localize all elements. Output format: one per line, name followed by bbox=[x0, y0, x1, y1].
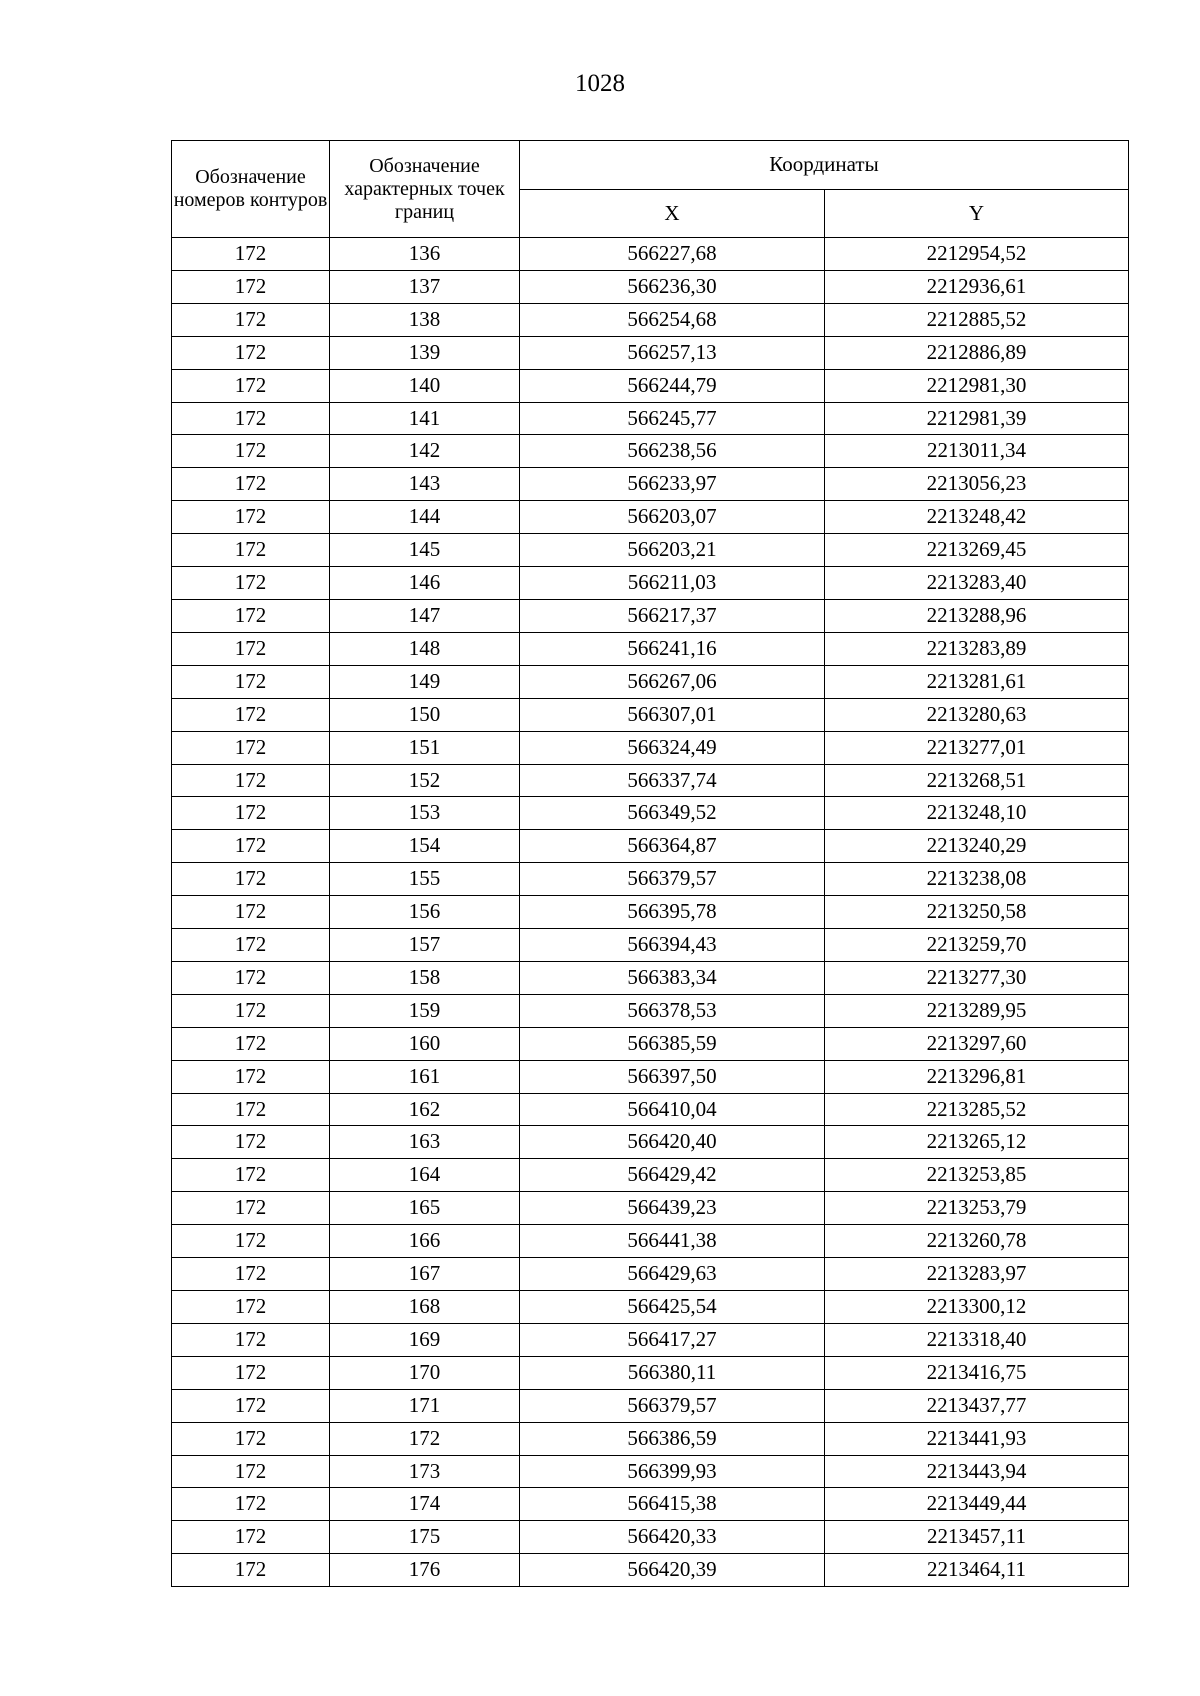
cell-contour: 172 bbox=[172, 1554, 330, 1587]
cell-x: 566429,63 bbox=[520, 1258, 825, 1291]
cell-x: 566379,57 bbox=[520, 1389, 825, 1422]
cell-x: 566337,74 bbox=[520, 764, 825, 797]
cell-contour: 172 bbox=[172, 961, 330, 994]
cell-x: 566307,01 bbox=[520, 698, 825, 731]
cell-contour: 172 bbox=[172, 1258, 330, 1291]
cell-y: 2213289,95 bbox=[825, 994, 1129, 1027]
table-row bbox=[172, 1455, 1129, 1488]
table-row bbox=[172, 534, 1129, 567]
cell-x: 566364,87 bbox=[520, 830, 825, 863]
table-row bbox=[172, 336, 1129, 369]
cell-point: 138 bbox=[330, 303, 520, 336]
cell-y: 2213277,01 bbox=[825, 731, 1129, 764]
cell-contour: 172 bbox=[172, 830, 330, 863]
cell-y: 2213250,58 bbox=[825, 896, 1129, 929]
cell-y: 2212886,89 bbox=[825, 336, 1129, 369]
cell-y: 2213437,77 bbox=[825, 1389, 1129, 1422]
cell-x: 566394,43 bbox=[520, 929, 825, 962]
table-row bbox=[172, 731, 1129, 764]
table-row bbox=[172, 567, 1129, 600]
cell-y: 2213240,29 bbox=[825, 830, 1129, 863]
cell-point: 163 bbox=[330, 1126, 520, 1159]
cell-y: 2213259,70 bbox=[825, 929, 1129, 962]
cell-x: 566203,21 bbox=[520, 534, 825, 567]
cell-point: 147 bbox=[330, 599, 520, 632]
page-number: 1028 bbox=[575, 70, 625, 97]
cell-x: 566441,38 bbox=[520, 1225, 825, 1258]
cell-point: 159 bbox=[330, 994, 520, 1027]
cell-contour: 172 bbox=[172, 632, 330, 665]
cell-y: 2213260,78 bbox=[825, 1225, 1129, 1258]
table-header bbox=[172, 141, 1129, 238]
cell-contour: 172 bbox=[172, 1027, 330, 1060]
cell-point: 164 bbox=[330, 1159, 520, 1192]
table-row bbox=[172, 435, 1129, 468]
cell-x: 566349,52 bbox=[520, 797, 825, 830]
cell-y: 2213288,96 bbox=[825, 599, 1129, 632]
cell-point: 162 bbox=[330, 1093, 520, 1126]
header-boundary-point: Обозначение характерных точек границ bbox=[330, 141, 520, 238]
cell-contour: 172 bbox=[172, 896, 330, 929]
cell-contour: 172 bbox=[172, 1126, 330, 1159]
cell-x: 566211,03 bbox=[520, 567, 825, 600]
cell-y: 2213464,11 bbox=[825, 1554, 1129, 1587]
cell-x: 566395,78 bbox=[520, 896, 825, 929]
table-row bbox=[172, 369, 1129, 402]
cell-y: 2213441,93 bbox=[825, 1422, 1129, 1455]
cell-contour: 172 bbox=[172, 665, 330, 698]
cell-y: 2213296,81 bbox=[825, 1060, 1129, 1093]
cell-x: 566429,42 bbox=[520, 1159, 825, 1192]
cell-y: 2213277,30 bbox=[825, 961, 1129, 994]
cell-point: 141 bbox=[330, 402, 520, 435]
table-row bbox=[172, 1291, 1129, 1324]
table-row bbox=[172, 1554, 1129, 1587]
cell-x: 566425,54 bbox=[520, 1291, 825, 1324]
cell-point: 140 bbox=[330, 369, 520, 402]
cell-x: 566236,30 bbox=[520, 270, 825, 303]
cell-contour: 172 bbox=[172, 1060, 330, 1093]
cell-x: 566415,38 bbox=[520, 1488, 825, 1521]
header-coordinates: Координаты bbox=[520, 141, 1129, 190]
cell-contour: 172 bbox=[172, 468, 330, 501]
cell-y: 2212936,61 bbox=[825, 270, 1129, 303]
cell-y: 2213285,52 bbox=[825, 1093, 1129, 1126]
header-contour-number: Обозначение номеров контуров bbox=[172, 141, 330, 238]
cell-contour: 172 bbox=[172, 1389, 330, 1422]
cell-contour: 172 bbox=[172, 1422, 330, 1455]
cell-y: 2213283,89 bbox=[825, 632, 1129, 665]
cell-contour: 172 bbox=[172, 238, 330, 271]
cell-point: 153 bbox=[330, 797, 520, 830]
cell-y: 2213449,44 bbox=[825, 1488, 1129, 1521]
cell-y: 2212885,52 bbox=[825, 303, 1129, 336]
cell-x: 566227,68 bbox=[520, 238, 825, 271]
cell-contour: 172 bbox=[172, 863, 330, 896]
cell-point: 166 bbox=[330, 1225, 520, 1258]
cell-x: 566386,59 bbox=[520, 1422, 825, 1455]
table-row bbox=[172, 1323, 1129, 1356]
table-row bbox=[172, 632, 1129, 665]
cell-point: 142 bbox=[330, 435, 520, 468]
cell-point: 149 bbox=[330, 665, 520, 698]
cell-y: 2213238,08 bbox=[825, 863, 1129, 896]
table-row bbox=[172, 863, 1129, 896]
table-row bbox=[172, 238, 1129, 271]
cell-contour: 172 bbox=[172, 1093, 330, 1126]
table-row bbox=[172, 1225, 1129, 1258]
cell-y: 2213297,60 bbox=[825, 1027, 1129, 1060]
cell-contour: 172 bbox=[172, 1356, 330, 1389]
table-row bbox=[172, 961, 1129, 994]
table-row bbox=[172, 1521, 1129, 1554]
cell-point: 136 bbox=[330, 238, 520, 271]
cell-y: 2212981,30 bbox=[825, 369, 1129, 402]
header-y: Y bbox=[825, 189, 1129, 238]
cell-contour: 172 bbox=[172, 270, 330, 303]
cell-y: 2213056,23 bbox=[825, 468, 1129, 501]
cell-x: 566245,77 bbox=[520, 402, 825, 435]
cell-contour: 172 bbox=[172, 1159, 330, 1192]
cell-contour: 172 bbox=[172, 1291, 330, 1324]
cell-contour: 172 bbox=[172, 1521, 330, 1554]
table-row bbox=[172, 1192, 1129, 1225]
cell-contour: 172 bbox=[172, 1455, 330, 1488]
table-row bbox=[172, 896, 1129, 929]
cell-point: 170 bbox=[330, 1356, 520, 1389]
cell-point: 165 bbox=[330, 1192, 520, 1225]
cell-point: 150 bbox=[330, 698, 520, 731]
table-row bbox=[172, 468, 1129, 501]
cell-contour: 172 bbox=[172, 1323, 330, 1356]
cell-y: 2213457,11 bbox=[825, 1521, 1129, 1554]
cell-y: 2213443,94 bbox=[825, 1455, 1129, 1488]
cell-x: 566257,13 bbox=[520, 336, 825, 369]
cell-x: 566385,59 bbox=[520, 1027, 825, 1060]
table-row bbox=[172, 764, 1129, 797]
cell-x: 566420,40 bbox=[520, 1126, 825, 1159]
cell-y: 2213268,51 bbox=[825, 764, 1129, 797]
cell-point: 137 bbox=[330, 270, 520, 303]
cell-y: 2213300,12 bbox=[825, 1291, 1129, 1324]
table-row bbox=[172, 994, 1129, 1027]
table-row bbox=[172, 1093, 1129, 1126]
cell-y: 2213248,42 bbox=[825, 501, 1129, 534]
table-body bbox=[172, 238, 1129, 1587]
cell-x: 566244,79 bbox=[520, 369, 825, 402]
cell-point: 176 bbox=[330, 1554, 520, 1587]
cell-x: 566383,34 bbox=[520, 961, 825, 994]
cell-x: 566417,27 bbox=[520, 1323, 825, 1356]
cell-x: 566254,68 bbox=[520, 303, 825, 336]
cell-point: 151 bbox=[330, 731, 520, 764]
cell-y: 2213265,12 bbox=[825, 1126, 1129, 1159]
cell-contour: 172 bbox=[172, 402, 330, 435]
cell-point: 174 bbox=[330, 1488, 520, 1521]
cell-y: 2213281,61 bbox=[825, 665, 1129, 698]
table-row bbox=[172, 1389, 1129, 1422]
cell-x: 566399,93 bbox=[520, 1455, 825, 1488]
cell-y: 2213283,97 bbox=[825, 1258, 1129, 1291]
cell-y: 2213318,40 bbox=[825, 1323, 1129, 1356]
cell-contour: 172 bbox=[172, 303, 330, 336]
cell-point: 143 bbox=[330, 468, 520, 501]
table-row bbox=[172, 303, 1129, 336]
cell-point: 156 bbox=[330, 896, 520, 929]
cell-point: 144 bbox=[330, 501, 520, 534]
cell-point: 157 bbox=[330, 929, 520, 962]
table-row bbox=[172, 1258, 1129, 1291]
cell-point: 173 bbox=[330, 1455, 520, 1488]
table-row bbox=[172, 1060, 1129, 1093]
cell-point: 167 bbox=[330, 1258, 520, 1291]
cell-x: 566217,37 bbox=[520, 599, 825, 632]
cell-y: 2213011,34 bbox=[825, 435, 1129, 468]
cell-y: 2213416,75 bbox=[825, 1356, 1129, 1389]
cell-point: 160 bbox=[330, 1027, 520, 1060]
cell-x: 566397,50 bbox=[520, 1060, 825, 1093]
coordinates-table bbox=[171, 140, 1129, 1587]
cell-x: 566379,57 bbox=[520, 863, 825, 896]
table-row bbox=[172, 698, 1129, 731]
cell-point: 155 bbox=[330, 863, 520, 896]
cell-y: 2213269,45 bbox=[825, 534, 1129, 567]
cell-contour: 172 bbox=[172, 1225, 330, 1258]
cell-y: 2212954,52 bbox=[825, 238, 1129, 271]
table-row bbox=[172, 270, 1129, 303]
cell-x: 566203,07 bbox=[520, 501, 825, 534]
table-row bbox=[172, 929, 1129, 962]
cell-point: 152 bbox=[330, 764, 520, 797]
cell-contour: 172 bbox=[172, 929, 330, 962]
cell-point: 139 bbox=[330, 336, 520, 369]
cell-point: 168 bbox=[330, 1291, 520, 1324]
cell-contour: 172 bbox=[172, 534, 330, 567]
cell-x: 566233,97 bbox=[520, 468, 825, 501]
cell-point: 154 bbox=[330, 830, 520, 863]
cell-x: 566439,23 bbox=[520, 1192, 825, 1225]
cell-y: 2213253,85 bbox=[825, 1159, 1129, 1192]
cell-contour: 172 bbox=[172, 599, 330, 632]
cell-point: 161 bbox=[330, 1060, 520, 1093]
cell-contour: 172 bbox=[172, 1192, 330, 1225]
table-row bbox=[172, 1356, 1129, 1389]
cell-x: 566238,56 bbox=[520, 435, 825, 468]
cell-x: 566380,11 bbox=[520, 1356, 825, 1389]
cell-contour: 172 bbox=[172, 336, 330, 369]
cell-point: 148 bbox=[330, 632, 520, 665]
cell-y: 2213253,79 bbox=[825, 1192, 1129, 1225]
table-row bbox=[172, 501, 1129, 534]
cell-y: 2213280,63 bbox=[825, 698, 1129, 731]
cell-contour: 172 bbox=[172, 731, 330, 764]
table-row bbox=[172, 1126, 1129, 1159]
cell-contour: 172 bbox=[172, 698, 330, 731]
table-row bbox=[172, 1488, 1129, 1521]
cell-point: 146 bbox=[330, 567, 520, 600]
table-row bbox=[172, 797, 1129, 830]
table-row bbox=[172, 1159, 1129, 1192]
cell-y: 2213248,10 bbox=[825, 797, 1129, 830]
table-row bbox=[172, 830, 1129, 863]
cell-contour: 172 bbox=[172, 501, 330, 534]
cell-contour: 172 bbox=[172, 764, 330, 797]
table-row bbox=[172, 665, 1129, 698]
cell-contour: 172 bbox=[172, 567, 330, 600]
cell-y: 2212981,39 bbox=[825, 402, 1129, 435]
cell-x: 566410,04 bbox=[520, 1093, 825, 1126]
cell-x: 566420,39 bbox=[520, 1554, 825, 1587]
cell-x: 566241,16 bbox=[520, 632, 825, 665]
cell-x: 566378,53 bbox=[520, 994, 825, 1027]
table-row bbox=[172, 1422, 1129, 1455]
table-row bbox=[172, 402, 1129, 435]
cell-x: 566324,49 bbox=[520, 731, 825, 764]
cell-y: 2213283,40 bbox=[825, 567, 1129, 600]
table-row bbox=[172, 599, 1129, 632]
cell-x: 566267,06 bbox=[520, 665, 825, 698]
cell-point: 171 bbox=[330, 1389, 520, 1422]
cell-contour: 172 bbox=[172, 369, 330, 402]
cell-point: 169 bbox=[330, 1323, 520, 1356]
cell-contour: 172 bbox=[172, 797, 330, 830]
cell-point: 145 bbox=[330, 534, 520, 567]
cell-contour: 172 bbox=[172, 994, 330, 1027]
header-x: X bbox=[520, 189, 825, 238]
cell-x: 566420,33 bbox=[520, 1521, 825, 1554]
cell-point: 158 bbox=[330, 961, 520, 994]
table-row bbox=[172, 1027, 1129, 1060]
cell-contour: 172 bbox=[172, 435, 330, 468]
cell-contour: 172 bbox=[172, 1488, 330, 1521]
cell-point: 175 bbox=[330, 1521, 520, 1554]
cell-point: 172 bbox=[330, 1422, 520, 1455]
